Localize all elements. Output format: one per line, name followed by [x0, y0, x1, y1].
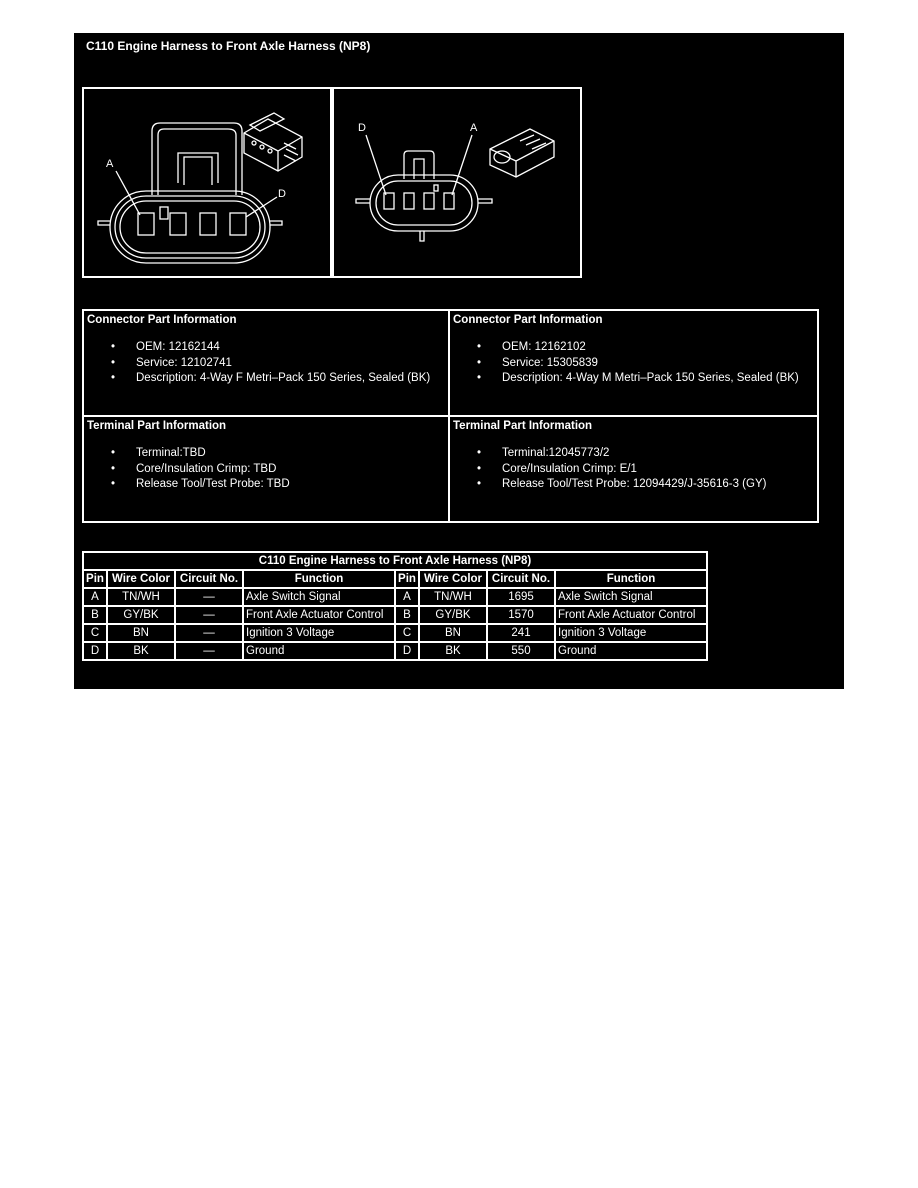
bullet-icon: •: [477, 447, 482, 459]
terminal-part-info-female: [84, 417, 450, 521]
section-heading: Terminal Part Information: [87, 420, 227, 432]
table-cell: —: [175, 624, 243, 642]
table-cell: D: [395, 642, 419, 660]
bullet-icon: •: [477, 341, 482, 353]
table-cell: B: [83, 606, 107, 624]
list-item: • Description: 4-Way F Metri–Pack 150 Series, Sealed (BK): [111, 371, 448, 387]
table-cell: TN/WH: [419, 588, 487, 606]
section-heading: Connector Part Information: [87, 314, 237, 326]
table-row: [83, 642, 707, 660]
female-connector-diagram: [82, 87, 332, 278]
table-caption: C110 Engine Harness to Front Axle Harness (NP8): [83, 552, 707, 570]
part-information-grid: [82, 309, 819, 523]
info-list: [87, 340, 448, 387]
section-heading: Terminal Part Information: [453, 420, 593, 432]
pin-d-label: D: [278, 188, 286, 200]
list-item: • Core/Insulation Crimp: E/1: [477, 462, 817, 478]
connector-part-info-male: [450, 311, 817, 417]
table-header-row: [83, 570, 707, 588]
table-caption-row: [83, 552, 707, 570]
page-title: C110 Engine Harness to Front Axle Harness (NP8): [86, 39, 371, 53]
table-cell: Axle Switch Signal: [243, 588, 395, 606]
table-cell: GY/BK: [107, 606, 175, 624]
list-item: • Description: 4-Way M Metri–Pack 150 Series, Sealed (BK): [477, 371, 817, 387]
table-row: [83, 606, 707, 624]
column-header: Circuit No.: [175, 570, 243, 588]
terminal-part-info-male: [450, 417, 817, 521]
male-connector-diagram: [332, 87, 582, 278]
pin-a-label: A: [106, 158, 114, 170]
table-cell: BK: [107, 642, 175, 660]
document-panel: [74, 33, 844, 689]
info-list: [453, 446, 817, 493]
table-cell: A: [83, 588, 107, 606]
list-item: • Service: 12102741: [111, 356, 448, 372]
section-heading: Connector Part Information: [453, 314, 603, 326]
list-item: • OEM: 12162144: [111, 340, 448, 356]
list-item: • Terminal:TBD: [111, 446, 448, 462]
column-header: Pin: [83, 570, 107, 588]
list-item: • Service: 15305839: [477, 356, 817, 372]
table-cell: Front Axle Actuator Control: [555, 606, 707, 624]
table-cell: Ground: [243, 642, 395, 660]
pin-d-label: D: [358, 122, 366, 134]
table-cell: BN: [107, 624, 175, 642]
info-list: [87, 446, 448, 493]
table-cell: 1570: [487, 606, 555, 624]
table-cell: Ignition 3 Voltage: [243, 624, 395, 642]
bullet-icon: •: [477, 356, 482, 369]
pin-a-label: A: [470, 122, 478, 134]
table-cell: 241: [487, 624, 555, 642]
column-header: Wire Color: [107, 570, 175, 588]
list-item: • OEM: 12162102: [477, 340, 817, 356]
table-cell: C: [83, 624, 107, 642]
bullet-icon: •: [111, 356, 116, 369]
table-cell: —: [175, 588, 243, 606]
table-cell: 1695: [487, 588, 555, 606]
list-item: • Core/Insulation Crimp: TBD: [111, 462, 448, 478]
bullet-icon: •: [477, 478, 482, 490]
bullet-icon: •: [111, 341, 116, 353]
table-cell: Ignition 3 Voltage: [555, 624, 707, 642]
bullet-icon: •: [111, 447, 116, 459]
table-cell: C: [395, 624, 419, 642]
bullet-icon: •: [477, 372, 482, 384]
list-item: • Release Tool/Test Probe: TBD: [111, 477, 448, 493]
bullet-icon: •: [111, 372, 116, 384]
table-cell: —: [175, 606, 243, 624]
info-list: [453, 340, 817, 387]
table-cell: D: [83, 642, 107, 660]
pinout-table: [82, 551, 708, 661]
list-item: • Release Tool/Test Probe: 12094429/J-35616-3 (GY): [477, 477, 817, 493]
list-item: • Terminal:12045773/2: [477, 446, 817, 462]
column-header: Circuit No.: [487, 570, 555, 588]
table-cell: BN: [419, 624, 487, 642]
table-cell: TN/WH: [107, 588, 175, 606]
table-cell: —: [175, 642, 243, 660]
table-cell: B: [395, 606, 419, 624]
column-header: Pin: [395, 570, 419, 588]
table-cell: Ground: [555, 642, 707, 660]
table-cell: Front Axle Actuator Control: [243, 606, 395, 624]
table-row: [83, 624, 707, 642]
column-header: Function: [555, 570, 707, 588]
bullet-icon: •: [477, 462, 482, 475]
table-cell: A: [395, 588, 419, 606]
column-header: Wire Color: [419, 570, 487, 588]
bullet-icon: •: [111, 478, 116, 490]
bullet-icon: •: [111, 462, 116, 475]
table-cell: BK: [419, 642, 487, 660]
table-cell: Axle Switch Signal: [555, 588, 707, 606]
table-cell: GY/BK: [419, 606, 487, 624]
connector-part-info-female: [84, 311, 450, 417]
table-row: [83, 588, 707, 606]
table-cell: 550: [487, 642, 555, 660]
column-header: Function: [243, 570, 395, 588]
